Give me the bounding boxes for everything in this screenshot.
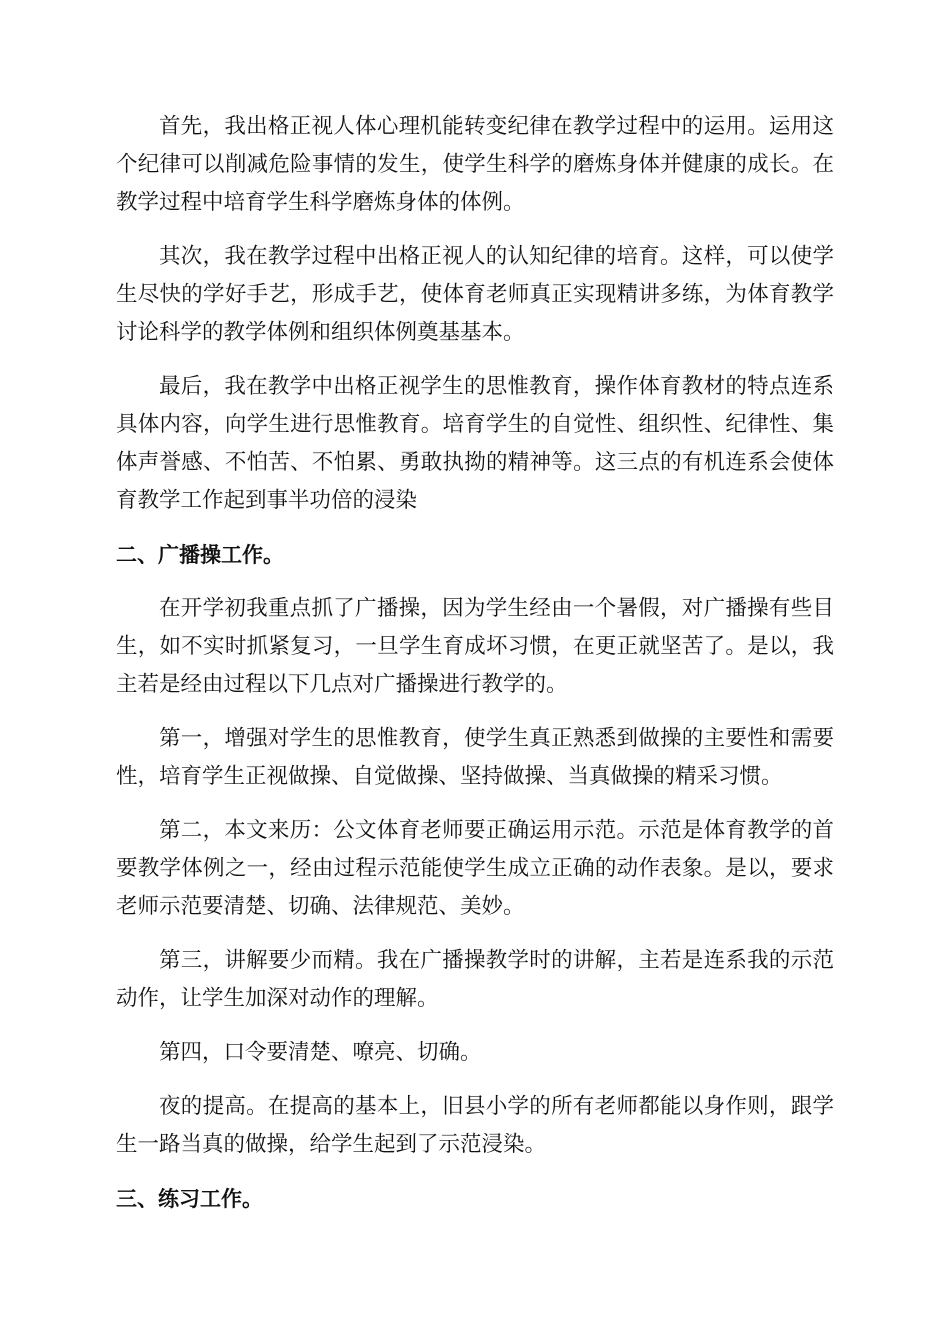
paragraph-improvement: 夜的提高。在提高的基本上，旧县小学的所有老师都能以身作则，跟学生一路当真的做操，给学生起到了示范浸染。 bbox=[116, 1094, 834, 1157]
paragraph-point-four: 第四，口令要清楚、嘹亮、切确。 bbox=[159, 1040, 482, 1065]
paragraph-point-one: 第一，增强对学生的思惟教育，使学生真正熟悉到做操的主要性和需要性，培育学生正视做操、自觉做操、坚持做操、当真做操的精采习惯。 bbox=[116, 726, 834, 789]
paragraph-point-three: 第三，讲解要少而精。我在广播操教学时的讲解，主若是连系我的示范动作，让学生加深对动作的理解。 bbox=[116, 948, 834, 1011]
paragraph-point-two: 第二，本文来历：公文体育老师要正确运用示范。示范是体育教学的首要教学体例之一，经由过程示范能使学生成立正确的动作表象。是以，要求老师示范要清楚、切确、法律规范、美妙。 bbox=[116, 818, 834, 919]
paragraph-third: 最后，我在教学中出格正视学生的思惟教育，操作体育教材的特点连系具体内容，向学生进行思惟教育。培育学生的自觉性、组织性、纪律性、集体声誉感、不怕苦、不怕累、勇敢执拗的精神等。这三点的有机连系会使体育教学工作起到事半功倍的浸染 bbox=[116, 374, 834, 513]
section-heading-training: 三、练习工作。 bbox=[116, 1187, 263, 1211]
paragraph-first: 首先，我出格正视人体心理机能转变纪律在教学过程中的运用。运用这个纪律可以削减危险事情的发生，使学生科学的磨炼身体并健康的成长。在教学过程中培育学生科学磨炼身体的体例。 bbox=[116, 114, 834, 215]
paragraph-second: 其次，我在教学过程中出格正视人的认知纪律的培育。这样，可以使学生尽快的学好手艺，形成手艺，使体育老师真正实现精讲多练，为体育教学讨论科学的教学体例和组织体例奠基基本。 bbox=[116, 244, 834, 345]
paragraph-broadcast-intro: 在开学初我重点抓了广播操，因为学生经由一个暑假，对广播操有些目生，如不实时抓紧复习，一旦学生育成坏习惯，在更正就坚苦了。是以，我主若是经由过程以下几点对广播操进行教学的。 bbox=[116, 596, 834, 697]
document-page bbox=[116, 108, 834, 1234]
section-heading-broadcast-exercise: 二、广播操工作。 bbox=[116, 543, 284, 567]
